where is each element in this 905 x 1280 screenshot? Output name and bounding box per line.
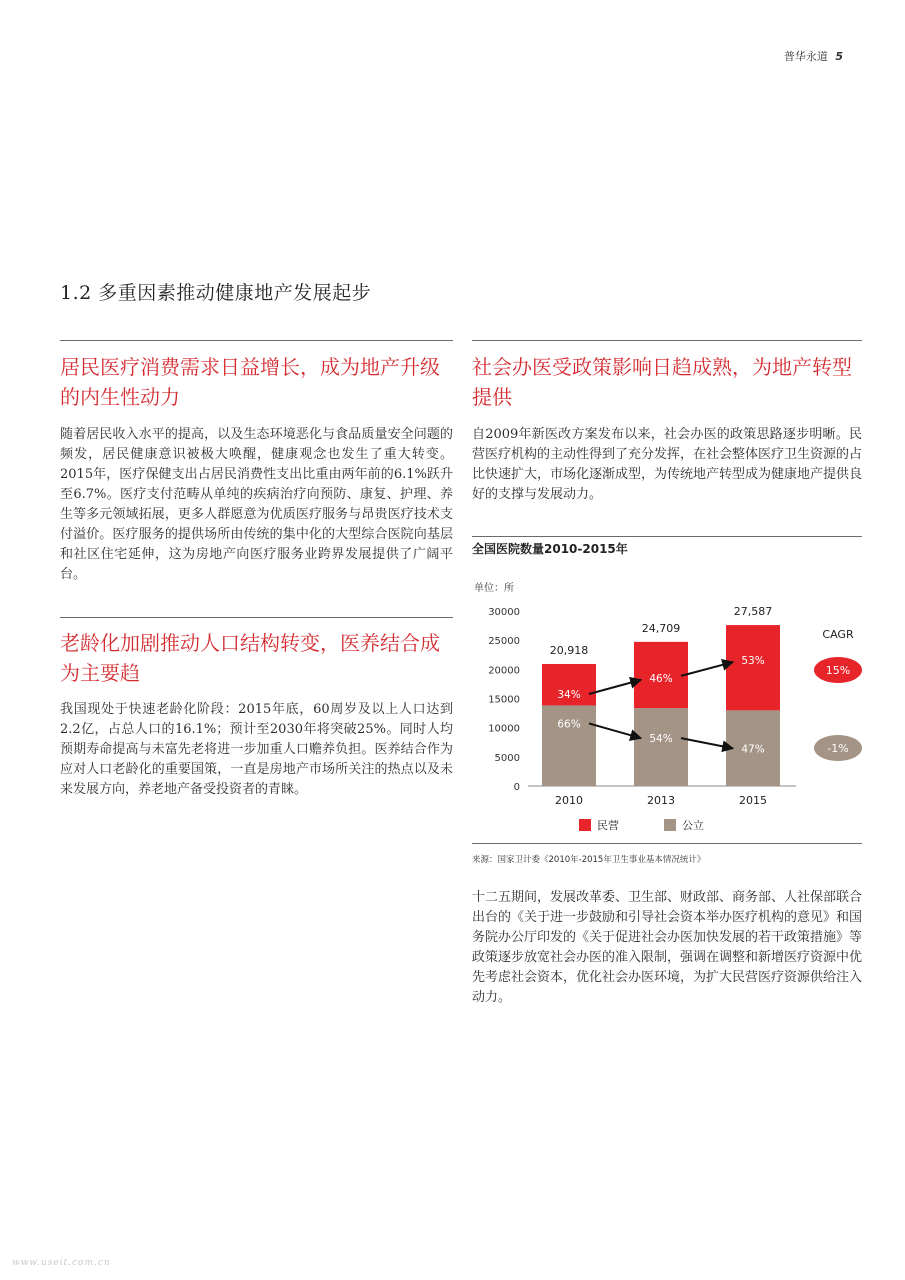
bar-private-2015 (726, 625, 780, 710)
x-tick-label: 2013 (647, 794, 675, 807)
left-paragraph-1: 随着居民收入水平的提高，以及生态环境恶化与食品质量安全问题的频发，居民健康意识被极大唤醒，健康观念也发生了重大转变。2015年，医疗保健支出占居民消费性支出比重由两年前的6.1%跃升至6.7%。医疗支付范畴从单纯的疾病治疗向预防、康复、护理、养生等多元领域拓展，更多人群愿意为优质医疗服务与昂贵医疗技术支付溢价。医疗服务的提供场所由传统的集中化的大型综合医院向基层和社区住宅延伸，这为房地产向医疗服务业跨界发展提供了广阔平台。 (60, 427, 453, 582)
chart-bars (542, 605, 780, 807)
page-number: 5 (835, 50, 843, 63)
y-tick-label: 10000 (488, 723, 520, 735)
chart-source: 来源：国家卫计委《2010年-2015年卫生事业基本情况统计》 (472, 855, 706, 865)
bar-total-label: 20,918 (549, 643, 589, 657)
bar-private-share-label: 46% (649, 672, 673, 685)
bar-total-label: 24,709 (641, 621, 681, 635)
right-paragraph-1: 自2009年新医改方案发布以来，社会办医的政策思路逐步明晰。民营医疗机构的主动性得到了充分发挥，在社会整体医疗卫生资源的占比快速扩大，市场化逐渐成型，为传统地产转型成为健康地产提供良好的支撑与发展动力。 (472, 427, 863, 502)
footer-watermark: www.useit.com.cn (12, 1258, 111, 1268)
brand-name: 普华永道 (783, 50, 828, 63)
trend-arrow-private-2 (681, 662, 733, 676)
legend-swatch-private (579, 819, 591, 831)
cagr-public-value: -1% (827, 742, 849, 755)
legend-label-public: 公立 (682, 819, 704, 832)
bar-public-2013 (634, 708, 688, 786)
cagr-panel (814, 628, 862, 761)
page-header (784, 48, 843, 64)
y-tick-label: 15000 (488, 694, 520, 706)
y-tick-label: 25000 (488, 636, 520, 648)
chart-title: 全国医院数量2010-2015年 (472, 542, 628, 556)
bar-public-share-label: 47% (741, 743, 765, 756)
chart-unit-label: 单位：所 (474, 583, 514, 594)
x-tick-label: 2015 (739, 794, 767, 807)
y-tick-label: 30000 (488, 607, 520, 618)
section-title: 1.2 多重因素推动健康地产发展起步 (60, 282, 372, 304)
bar-private-share-label: 34% (557, 688, 581, 701)
left-paragraph-2: 我国现处于快速老龄化阶段：2015年底，60周岁及以上人口达到2.2亿，占总人口的16.1%；预计至2030年将突破25%。同时人均预期寿命提高与未富先老将进一步加重人口赡养负担。医养结合作为应对人口老龄化的重要国策，一直是房地产市场所关注的热点以及未来发展方向，养老地产备受投资者的青睐。 (60, 702, 453, 797)
bar-total-label: 27,587 (733, 605, 773, 619)
cagr-label: CAGR (822, 628, 854, 641)
right-paragraph-2: 十二五期间，发展改革委、卫生部、财政部、商务部、人社保部联合出台的《关于进一步鼓励和引导社会资本举办医疗机构的意见》和国务院办公厅印发的《关于促进社会办医加快发展的若干政策措施》等政策逐步放宽社会办医的准入限制，强调在调整和新增医疗资源中优先考虑社会资本，优化社会办医环境，为扩大民营医疗资源供给注入动力。 (472, 890, 863, 1005)
bar-public-share-label: 66% (557, 718, 581, 731)
y-tick-label: 5000 (494, 752, 520, 764)
bar-private-share-label: 53% (741, 655, 765, 668)
left-heading-1: 居民医疗消费需求日益增长，成为地产升级的内生性动力 (60, 355, 440, 409)
chart-bottom-rule (472, 843, 862, 844)
left-top-rule (60, 340, 453, 341)
y-tick-label: 20000 (488, 665, 520, 677)
trend-arrow-private-1 (589, 680, 641, 694)
right-top-rule (472, 340, 862, 341)
left-heading-2: 老龄化加剧推动人口结构转变，医养结合成为主要趋 (60, 631, 440, 685)
y-tick-label: 0 (513, 782, 520, 793)
cagr-private-value: 15% (825, 664, 851, 677)
right-heading-1: 社会办医受政策影响日趋成熟，为地产转型提供 (472, 355, 852, 409)
trend-arrow-public-1 (589, 723, 641, 738)
legend-label-private: 民营 (597, 819, 619, 832)
chart-legend (579, 818, 704, 832)
hospital-count-chart (466, 572, 866, 842)
chart-top-rule (472, 536, 862, 537)
legend-swatch-public (664, 819, 676, 831)
left-mid-rule (60, 617, 453, 618)
trend-arrow-public-2 (681, 738, 733, 748)
bar-public-share-label: 54% (649, 733, 673, 746)
x-tick-label: 2010 (555, 794, 583, 807)
